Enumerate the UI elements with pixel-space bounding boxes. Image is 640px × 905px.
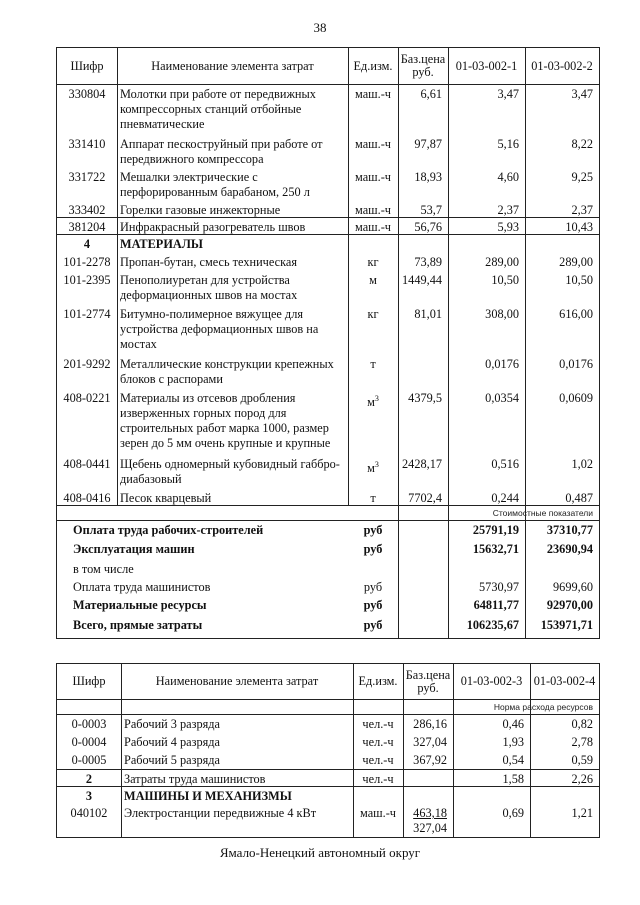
unit-cell: т — [370, 357, 376, 371]
unit-cell: чел.-ч — [362, 717, 394, 731]
value-cell: 2,37 — [571, 203, 593, 217]
column-divider — [353, 664, 354, 837]
price-cell — [398, 355, 448, 389]
table-row — [57, 201, 599, 218]
price-cell: 73,89 — [414, 255, 442, 269]
header-col2: 01-03-002-2 — [531, 58, 593, 73]
total-value: 9699,60 — [553, 580, 593, 594]
total-unit — [348, 560, 398, 578]
norm-label-row — [57, 700, 599, 715]
total-row — [57, 521, 599, 540]
total-unit: руб — [363, 598, 383, 612]
total-value: 64811,77 — [473, 598, 519, 612]
code-cell: 331722 — [68, 170, 106, 184]
resource-table-1 — [56, 47, 600, 639]
price-cell — [403, 804, 453, 837]
unit-cell: м — [369, 273, 377, 287]
empty-cell — [348, 235, 398, 253]
empty-cell — [353, 787, 403, 804]
name-cell: Инфракрасный разогреватель швов — [120, 220, 306, 234]
header-name: Наименование элемента затрат — [151, 58, 314, 73]
empty-cell — [525, 235, 599, 253]
total-row — [57, 578, 599, 596]
price-cell: 1449,44 — [402, 273, 442, 287]
table-row — [57, 305, 599, 355]
value-cell: 4,60 — [497, 170, 519, 184]
value-cell: 289,00 — [485, 255, 519, 269]
header-price: Баз.цена руб. — [405, 667, 451, 695]
total-value: 15632,71 — [472, 542, 519, 556]
empty-cell — [398, 596, 448, 616]
name-cell: Мешалки электрические с перфорированным барабаном, 250 л — [120, 170, 310, 199]
value-cell: 5,16 — [497, 137, 519, 151]
value-cell: 10,50 — [491, 273, 519, 287]
unit-cell: т — [370, 491, 376, 505]
total-row — [57, 540, 599, 560]
name-cell: Пенополиуретан для устройства деформационных швов на мостах — [120, 273, 298, 302]
unit-cell: маш.-ч — [355, 87, 391, 101]
total-unit: руб — [363, 580, 383, 594]
norm-label: Норма расхода ресурсов — [493, 702, 593, 712]
total-value: 92970,00 — [546, 598, 593, 612]
name-cell: Металлические конструкции крепежных блоков с распорами — [120, 357, 334, 386]
total-name: Оплата труда машинистов — [73, 580, 211, 594]
code-cell: 0-0004 — [71, 735, 107, 749]
price-cell: 327,04 — [413, 735, 447, 749]
value-cell: 10,43 — [565, 220, 593, 234]
value-cell: 3,47 — [497, 87, 519, 101]
value-cell: 0,69 — [502, 806, 524, 820]
column-divider — [448, 48, 449, 638]
value-cell: 2,37 — [497, 203, 519, 217]
header-name: Наименование элемента затрат — [155, 674, 319, 688]
total-value — [448, 560, 525, 578]
cost-label-row — [57, 506, 599, 521]
total-value: 37310,77 — [546, 523, 593, 537]
value-cell: 0,516 — [491, 457, 519, 471]
unit-cell: чел.-ч — [362, 772, 394, 786]
value-cell: 3,47 — [571, 87, 593, 101]
section-row — [57, 235, 599, 253]
total-unit: руб — [363, 523, 383, 537]
value-cell: 1,58 — [502, 772, 524, 786]
price-cell: 97,87 — [414, 137, 442, 151]
price-value-secondary: 327,04 — [413, 821, 447, 835]
unit-cell: чел.-ч — [362, 735, 394, 749]
table-row — [57, 715, 599, 733]
table-row — [57, 389, 599, 455]
value-cell: 0,54 — [502, 753, 524, 767]
table-row — [57, 85, 599, 135]
code-cell: 101-2278 — [63, 255, 111, 269]
unit-cell: маш.-ч — [355, 170, 391, 184]
price-cell: 4379,5 — [408, 391, 442, 405]
code-cell: 0-0003 — [71, 717, 107, 731]
column-divider — [121, 664, 122, 837]
code-cell: 408-0441 — [63, 457, 111, 471]
value-cell: 308,00 — [485, 307, 519, 321]
table1-body — [57, 85, 599, 638]
price-cell: 2428,17 — [402, 457, 442, 471]
total-value: 25791,19 — [472, 523, 519, 537]
name-cell: Молотки при работе от передвижных компрессорных станций отбойные пневматические — [120, 87, 316, 131]
name-cell: Аппарат пескоструйный при работе от передвижного компрессора — [120, 137, 323, 166]
code-cell: 101-2774 — [63, 307, 111, 321]
section-code: 4 — [83, 237, 91, 251]
value-cell: 0,0609 — [559, 391, 593, 405]
empty-cell — [403, 787, 453, 804]
table-row — [57, 751, 599, 769]
cost-label: Стоимостные показатели — [492, 508, 593, 518]
empty-cell — [530, 787, 599, 804]
table2-header — [57, 664, 599, 700]
value-cell: 1,93 — [502, 735, 524, 749]
price-cell: 81,01 — [414, 307, 442, 321]
empty-cell — [398, 560, 448, 578]
section-row — [57, 769, 599, 787]
name-cell: Битумно-полимерное вяжущее для устройства деформационных швов на мостах — [120, 307, 319, 351]
code-cell: 040102 — [70, 806, 108, 820]
empty-cell — [403, 770, 453, 786]
table-row — [57, 489, 599, 506]
price-cell: 7702,4 — [408, 491, 442, 505]
code-cell: 408-0221 — [63, 391, 111, 405]
code-cell: 331410 — [68, 137, 106, 151]
empty-cell — [398, 521, 448, 540]
table-row — [57, 168, 599, 201]
total-unit: руб — [363, 542, 383, 556]
value-cell: 1,02 — [571, 457, 593, 471]
empty-cell — [398, 578, 448, 596]
header-unit: Ед.изм. — [358, 674, 398, 688]
section-code: 2 — [85, 772, 93, 786]
empty-cell — [448, 235, 525, 253]
header-price: Баз.цена руб. — [400, 52, 446, 79]
resource-table-2 — [56, 663, 600, 838]
section-name: МАШИНЫ И МЕХАНИЗМЫ — [124, 789, 292, 803]
price-value: 463,18 — [413, 806, 447, 820]
total-name: Эксплуатация машин — [73, 542, 195, 556]
name-cell: Пропан-бутан, смесь техническая — [120, 255, 297, 269]
value-cell: 0,0354 — [485, 391, 519, 405]
section-name: МАТЕРИАЛЫ — [120, 237, 204, 251]
value-cell: 616,00 — [559, 307, 593, 321]
value-cell: 0,0176 — [559, 357, 593, 371]
unit-superscript: 3 — [374, 460, 379, 469]
header-code: Шифр — [72, 674, 106, 688]
price-cell: 6,61 — [420, 87, 442, 101]
code-cell: 201-9292 — [63, 357, 111, 371]
unit-cell: маш.-ч — [360, 806, 396, 820]
empty-cell — [398, 540, 448, 560]
value-cell: 0,487 — [565, 491, 593, 505]
price-cell: 367,92 — [413, 753, 447, 767]
empty-cell — [453, 787, 530, 804]
unit-cell: $м^3$ — [367, 460, 379, 476]
footer-region: Ямало-Ненецкий автономный округ — [219, 845, 421, 860]
name-cell: Рабочий 3 разряда — [124, 717, 221, 731]
value-cell: 0,82 — [571, 717, 593, 731]
total-unit: руб — [363, 618, 383, 632]
total-name: Материальные ресурсы — [73, 598, 207, 612]
header-col2: 01-03-002-4 — [533, 674, 596, 688]
column-divider — [525, 48, 526, 638]
unit-cell: кг — [367, 307, 379, 321]
table-row — [57, 455, 599, 489]
total-row — [57, 596, 599, 616]
table-row — [57, 733, 599, 751]
value-cell: 8,22 — [571, 137, 593, 151]
code-cell: 381204 — [68, 220, 106, 234]
empty-cell — [398, 235, 448, 253]
header-unit: Ед.изм. — [353, 58, 393, 73]
value-cell: 5,93 — [497, 220, 519, 234]
name-cell: Щебень одномерный кубовидный габбро-диабазовый — [120, 457, 340, 486]
code-cell: 330804 — [68, 87, 106, 101]
value-cell: 2,26 — [571, 772, 593, 786]
value-cell: 0,46 — [502, 717, 524, 731]
price-cell: 56,76 — [414, 220, 442, 234]
column-divider — [403, 664, 404, 837]
name-cell: Материалы из отсевов дробления изверженных горных пород для строительных работ марка 1000, размер зерен до 5 мм очень крупные и крупные — [120, 391, 331, 450]
total-name: Всего, прямые затраты — [73, 618, 203, 632]
value-cell: 1,21 — [571, 806, 593, 820]
table-row — [57, 135, 599, 168]
total-value: 153971,71 — [540, 618, 593, 632]
total-row — [57, 560, 599, 578]
value-cell: 0,59 — [571, 753, 593, 767]
name-cell: Горелки газовые инжекторные — [120, 203, 281, 217]
empty-cell — [398, 616, 448, 638]
header-code: Шифр — [70, 58, 104, 73]
section-code: 3 — [85, 789, 93, 803]
price-cell: 18,93 — [414, 170, 442, 184]
value-cell: 10,50 — [565, 273, 593, 287]
unit-cell: маш.-ч — [355, 137, 391, 151]
unit-cell: маш.-ч — [355, 220, 391, 234]
code-cell: 101-2395 — [63, 273, 111, 287]
name-cell: Рабочий 4 разряда — [124, 735, 221, 749]
total-value: 5730,97 — [479, 580, 519, 594]
page-number: 38 — [313, 20, 327, 35]
value-cell: 289,00 — [559, 255, 593, 269]
table-row — [57, 253, 599, 271]
total-row — [57, 616, 599, 638]
table2-body — [57, 715, 599, 837]
total-value — [525, 560, 599, 578]
name-cell: Электростанции передвижные 4 кВт — [124, 806, 317, 820]
code-cell: 333402 — [68, 203, 106, 217]
price-cell: 286,16 — [413, 717, 447, 731]
column-divider — [117, 48, 118, 506]
unit-cell: маш.-ч — [355, 203, 391, 217]
unit-superscript: 3 — [374, 394, 379, 403]
column-divider — [453, 664, 454, 837]
value-cell: 9,25 — [571, 170, 593, 184]
total-value: 106235,67 — [466, 618, 519, 632]
header-col1: 01-03-002-1 — [455, 58, 518, 73]
header-col1: 01-03-002-3 — [460, 674, 523, 688]
unit-cell: кг — [367, 255, 379, 269]
value-cell: 0,0176 — [485, 357, 519, 371]
value-cell: 2,78 — [571, 735, 593, 749]
table-row — [57, 804, 599, 837]
table-row — [57, 218, 599, 235]
section-name: Затраты труда машинистов — [124, 772, 266, 786]
price-cell: 53,7 — [420, 203, 442, 217]
code-cell: 408-0416 — [63, 491, 111, 505]
total-name: в том числе — [73, 562, 134, 576]
table-row — [57, 271, 599, 305]
total-name: Оплата труда рабочих-строителей — [73, 523, 264, 537]
total-value: 23690,94 — [546, 542, 593, 556]
column-divider — [398, 48, 399, 638]
section-row — [57, 787, 599, 804]
name-cell: Рабочий 5 разряда — [124, 753, 221, 767]
value-cell: 0,244 — [491, 491, 519, 505]
unit-cell: $м^3$ — [367, 394, 379, 410]
unit-cell: чел.-ч — [362, 753, 394, 767]
column-divider — [348, 48, 349, 506]
table-row — [57, 355, 599, 389]
column-divider — [530, 664, 531, 837]
name-cell: Песок кварцевый — [120, 491, 212, 505]
code-cell: 0-0005 — [71, 753, 107, 767]
table-header — [57, 48, 599, 85]
